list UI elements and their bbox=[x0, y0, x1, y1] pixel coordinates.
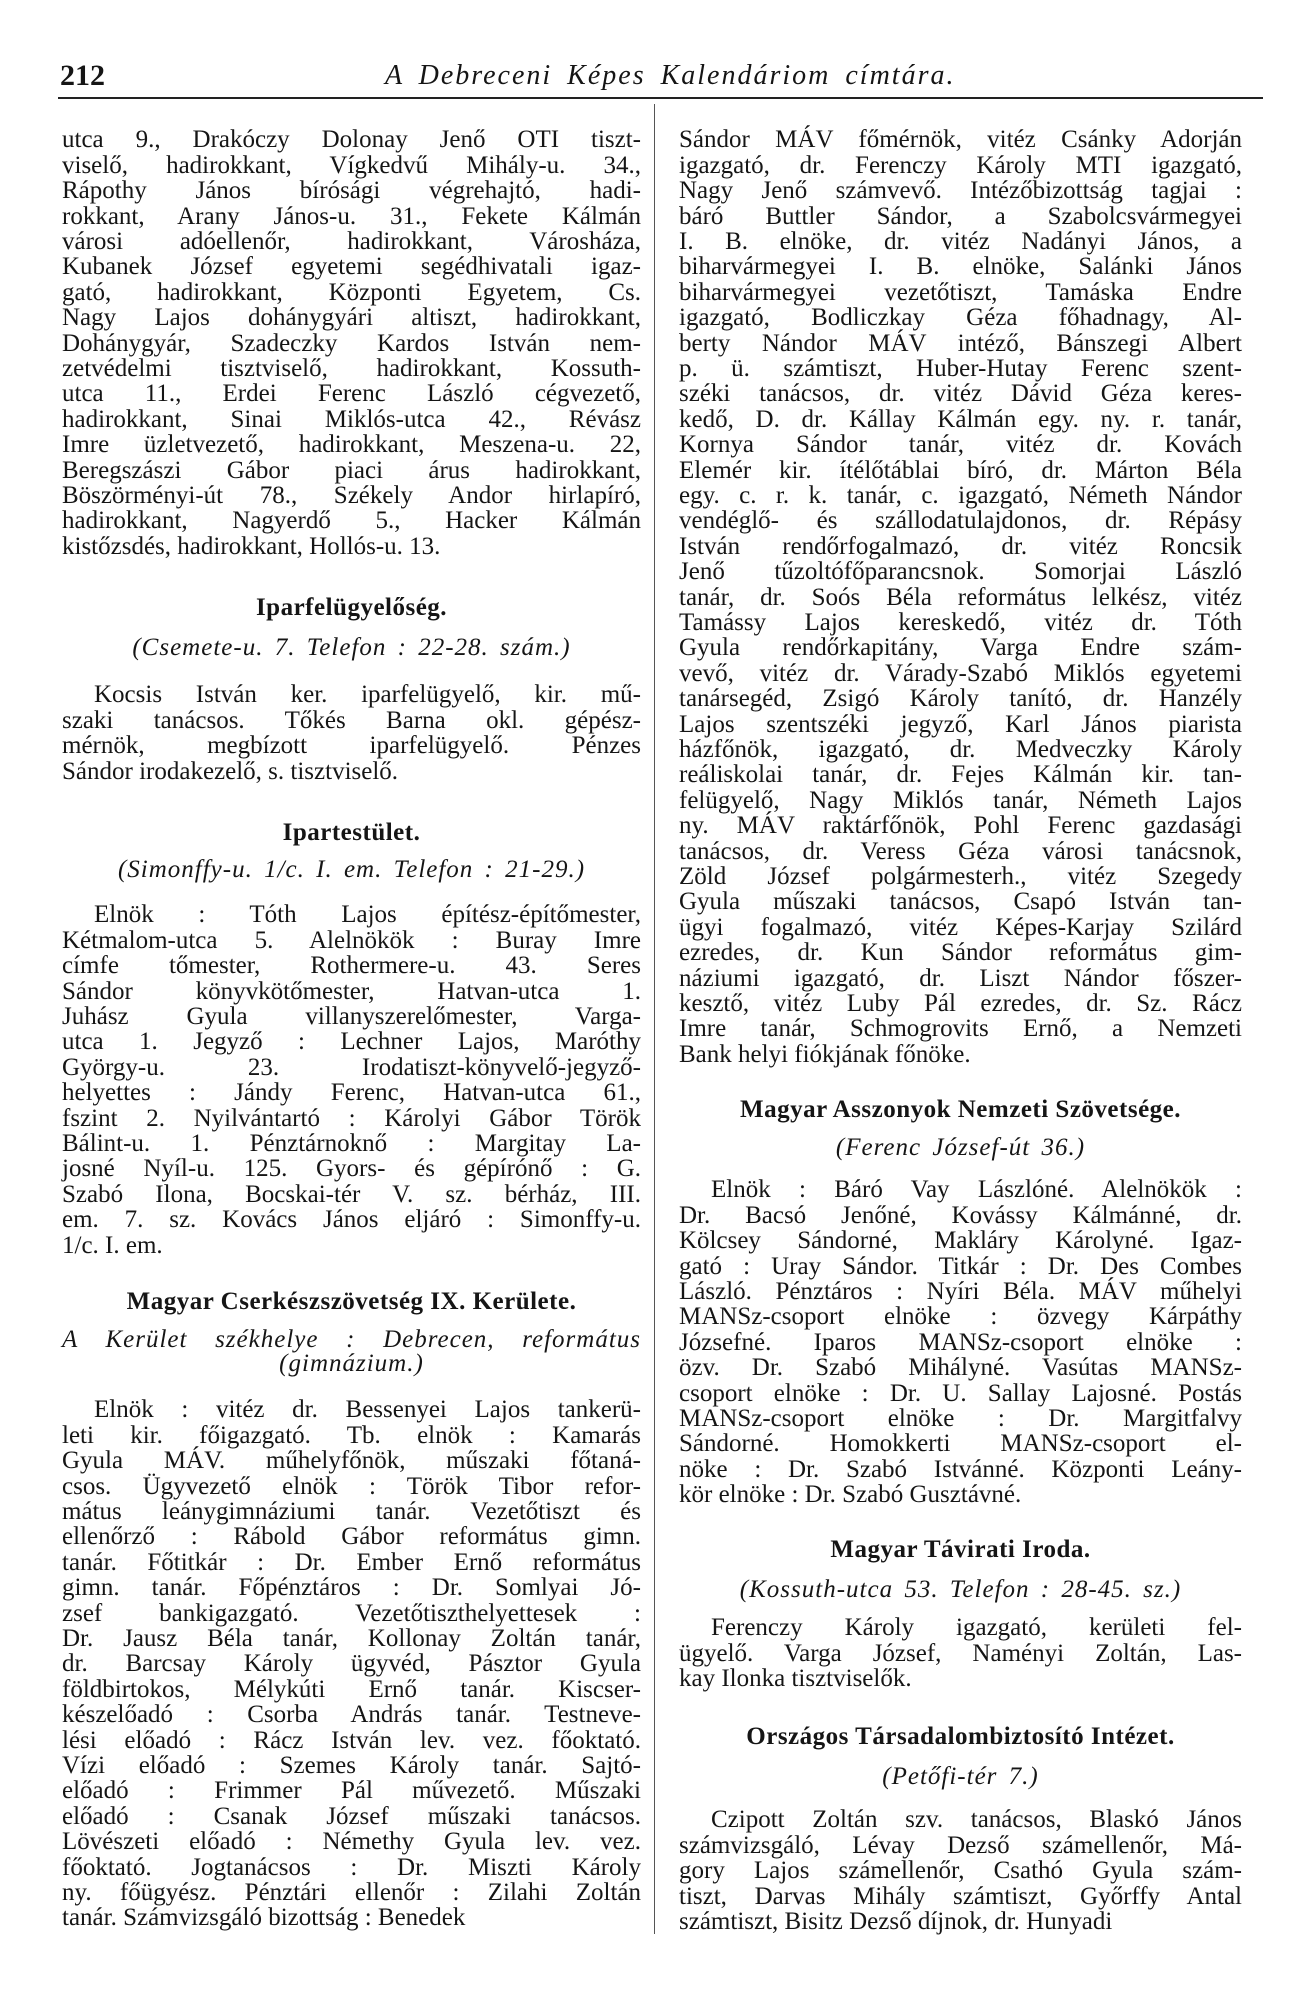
text-line: kistőzsdés, hadirokkant, Hollós-u. 13. bbox=[62, 532, 441, 560]
heading-text: Iparfelügyelőség. bbox=[255, 594, 448, 621]
text-line: Czipott Zoltán szv. tanácsos, Blaskó János bbox=[711, 1806, 1242, 1834]
text-line: Sándor MÁV főmérnök, vitéz Csánky Adorján bbox=[679, 126, 1242, 154]
text-line: főoktató. Jogtanácsos : Dr. Miszti Károly bbox=[62, 1853, 641, 1881]
text-line: Dr. Jausz Béla tanár, Kollonay Zoltán tanár, bbox=[62, 1624, 641, 1652]
text-line: számvizsgáló, Lévay Dezső számellenőr, Má- bbox=[679, 1831, 1242, 1859]
text-line: Rápothy János bírósági végrehajtó, hadi- bbox=[62, 177, 641, 205]
text-line: Nagy Lajos dohánygyári altiszt, hadirokkant, bbox=[62, 304, 641, 332]
text-line: berty Nándor MÁV intéző, Bánszegi Albert bbox=[679, 329, 1242, 357]
text-line: gimn. tanár. Főpénztáros : Dr. Somlyai Jó- bbox=[62, 1574, 641, 1602]
text-line: földbirtokos, Mélykúti Ernő tanár. Kiscser- bbox=[62, 1675, 641, 1703]
text-line: ellenőrző : Rábold Gábor református gimn. bbox=[62, 1523, 641, 1551]
text-line: Dohánygyár, Szadeczky Kardos István nem- bbox=[62, 329, 641, 357]
text-line: utca 1. Jegyző : Lechner Lajos, Maróthy bbox=[62, 1028, 641, 1056]
text-line: kay Ilonka tisztviselők. bbox=[679, 1665, 912, 1693]
text-line: biharvármegyei I. B. elnöke, Salánki János bbox=[679, 253, 1242, 281]
text-line: vevő, vitéz dr. Várady-Szabó Miklós egyetemi bbox=[679, 659, 1242, 687]
text-line: MANSz-csoport elnöke : özvegy Kárpáthy bbox=[679, 1303, 1242, 1331]
text-line: gory Lajos számellenőr, Csathó Gyula szám- bbox=[679, 1857, 1242, 1885]
text-line: gató : Uray Sándor. Titkár : Dr. Des Combes bbox=[679, 1252, 1242, 1280]
text-line: Kubanek József egyetemi segédhivatali igaz- bbox=[62, 253, 641, 281]
text-line: MANSz-csoport elnöke : Dr. Margitfalvy bbox=[679, 1404, 1242, 1432]
text-line: előadó : Frimmer Pál művezető. Műszaki bbox=[62, 1777, 641, 1805]
text-line: György-u. 23. Irodatiszt-könyvelő-jegyző- bbox=[62, 1053, 641, 1081]
text-line: István rendőrfogalmazó, dr. vitéz Roncsik bbox=[679, 532, 1242, 560]
text-line: Kétmalom-utca 5. Alelnökök : Buray Imre bbox=[62, 926, 641, 954]
heading-text: Magyar Asszonyok Nemzeti Szövetsége. bbox=[739, 1096, 1182, 1123]
text-line: utca 9., Drakóczy Dolonay Jenő OTI tiszt- bbox=[62, 126, 641, 154]
text-line: városi adóellenőr, hadirokkant, Városháza, bbox=[62, 227, 641, 255]
text-line: em. 7. sz. Kovács János eljáró : Simonffy-u. bbox=[62, 1206, 641, 1234]
text-line: Elnök : Tóth Lajos építész-építőmester, bbox=[94, 901, 641, 929]
text-line: mátus leánygimnáziumi tanár. Vezetőtiszt és bbox=[62, 1497, 641, 1525]
text-line: ny. MÁV raktárfőnök, Pohl Ferenc gazdasági bbox=[679, 812, 1242, 840]
right-column bbox=[679, 0, 1242, 2000]
text-line: Bank helyi fiókjának főnöke. bbox=[679, 1040, 971, 1068]
text-line: széki tanácsos, dr. vitéz Dávid Géza keres- bbox=[679, 380, 1242, 408]
text-line: felügyelő, Nagy Miklós tanár, Németh Lajos bbox=[679, 786, 1242, 814]
text-line: tiszt, Darvas Mihály számtiszt, Győrffy Antal bbox=[679, 1882, 1242, 1910]
text-line: gató, hadirokkant, Központi Egyetem, Cs. bbox=[62, 278, 641, 306]
page-number: 212 bbox=[60, 59, 105, 92]
text-line: tanár, dr. Soós Béla református lelkész, vitéz bbox=[679, 583, 1242, 611]
heading-text: Ipartestület. bbox=[282, 819, 421, 846]
running-title: A Debreceni Képes Kalendáriom címtára. bbox=[385, 60, 956, 91]
text-line: josné Nyíl-u. 125. Gyors- és gépírónő : G. bbox=[62, 1155, 641, 1183]
left-column bbox=[62, 0, 641, 2000]
text-line: Lövészeti előadó : Némethy Gyula lev. vez. bbox=[62, 1828, 641, 1856]
text-line: címfe tőmester, Rothermere-u. 43. Seres bbox=[62, 952, 641, 980]
text-line: Elnök : Báró Vay Lászlóné. Alelnökök : bbox=[711, 1176, 1242, 1204]
text-line: kör elnöke : Dr. Szabó Gusztávné. bbox=[679, 1481, 1022, 1509]
text-line: Kölcsey Sándorné, Makláry Károlyné. Igaz- bbox=[679, 1227, 1242, 1255]
text-line: igazgató, Bodliczkay Géza főhadnagy, Al- bbox=[679, 304, 1242, 332]
text-line: Imre üzletvezető, hadirokkant, Meszena-u. 22, bbox=[62, 431, 641, 459]
text-line: p. ü. számtiszt, Huber-Hutay Ferenc szent- bbox=[679, 354, 1242, 382]
heading-text: Magyar Cserkészszövetség IX. Kerülete. bbox=[126, 1288, 577, 1315]
text-line: hadirokkant, Sinai Miklós-utca 42., Révász bbox=[62, 405, 641, 433]
text-line: előadó : Csanak József műszaki tanácsos. bbox=[62, 1802, 641, 1830]
text-line: házfőnök, igazgató, dr. Medveczky Károly bbox=[679, 735, 1242, 763]
text-line: László. Pénztáros : Nyíri Béla. MÁV műhelyi bbox=[679, 1277, 1242, 1305]
text-line: igazgató, dr. Ferenczy Károly MTI igazgató, bbox=[679, 151, 1242, 179]
text-line: Tamássy Lajos kereskedő, vitéz dr. Tóth bbox=[679, 608, 1242, 636]
text-line: biharvármegyei vezetőtiszt, Tamáska Endre bbox=[679, 278, 1242, 306]
address-line: (Kossuth-utca 53. Telefon : 28-45. sz.) bbox=[739, 1576, 1182, 1604]
text-line: ny. főügyész. Pénztári ellenőr : Zilahi Zoltán bbox=[62, 1878, 641, 1906]
text-line: I. B. elnöke, dr. vitéz Nadányi János, a bbox=[679, 227, 1242, 255]
text-line: zsef bankigazgató. Vezetőtiszthelyettesek : bbox=[62, 1599, 641, 1627]
column-divider bbox=[654, 104, 655, 1934]
text-line: szaki tanácsos. Tőkés Barna okl. gépész- bbox=[62, 706, 641, 734]
text-line: ezredes, dr. Kun Sándor református gim- bbox=[679, 939, 1242, 967]
text-line: náziumi igazgató, dr. Liszt Nándor főszer- bbox=[679, 964, 1242, 992]
text-line: Elemér kir. ítélőtáblai bíró, dr. Márton Béla bbox=[679, 456, 1242, 484]
text-line: özv. Dr. Szabó Mihályné. Vasútas MANSz- bbox=[679, 1354, 1242, 1382]
heading-text: Magyar Távirati Iroda. bbox=[830, 1536, 1091, 1563]
text-line: Sándor irodakezelő, s. tisztviselő. bbox=[62, 757, 399, 785]
text-line: Lajos szentszéki jegyző, Karl János piarista bbox=[679, 710, 1242, 738]
text-line: utca 11., Erdei Ferenc László cégvezető, bbox=[62, 380, 641, 408]
text-line: Kornya Sándor tanár, vitéz dr. Kovách bbox=[679, 431, 1242, 459]
text-line: Bálint-u. 1. Pénztárnoknő : Margitay La- bbox=[62, 1129, 641, 1157]
text-line: fszint 2. Nyilvántartó : Károlyi Gábor Török bbox=[62, 1104, 641, 1132]
text-line: csos. Ügyvezető elnök : Török Tibor refor- bbox=[62, 1472, 641, 1500]
text-line: lési előadó : Rácz István lev. vez. főoktató. bbox=[62, 1726, 641, 1754]
address-line: (Petőfi-tér 7.) bbox=[882, 1763, 1039, 1791]
text-line: egy. c. r. k. tanár, c. igazgató, Németh Nándor bbox=[679, 481, 1242, 509]
text-line: tanár. Számvizsgáló bizottság : Benedek bbox=[62, 1904, 466, 1932]
text-line: Sándor könyvkötőmester, Hatvan-utca 1. bbox=[62, 977, 641, 1005]
text-line: Elnök : vitéz dr. Bessenyei Lajos tankerü- bbox=[94, 1396, 641, 1424]
text-line: reáliskolai tanár, dr. Fejes Kálmán kir. tan- bbox=[679, 761, 1242, 789]
text-line: csoport elnöke : Dr. U. Sallay Lajosné. Postás bbox=[679, 1379, 1242, 1407]
address-line: (Csemete-u. 7. Telefon : 22-28. szám.) bbox=[132, 634, 571, 662]
text-line: ügyelő. Varga József, Naményi Zoltán, Las- bbox=[679, 1639, 1242, 1667]
text-line: Zöld József polgármesterh., vitéz Szegedy bbox=[679, 862, 1242, 890]
text-line: hadirokkant, Nagyerdő 5., Hacker Kálmán bbox=[62, 507, 641, 535]
text-line: ügyi fogalmazó, vitéz Képes-Karjay Szilárd bbox=[679, 913, 1242, 941]
text-line: kesztő, vitéz Luby Pál ezredes, dr. Sz. Rácz bbox=[679, 989, 1242, 1017]
text-line: helyettes : Jándy Ferenc, Hatvan-utca 61., bbox=[62, 1079, 641, 1107]
text-line: Sándorné. Homokkerti MANSz-csoport el- bbox=[679, 1430, 1242, 1458]
text-line: Józsefné. Iparos MANSz-csoport elnöke : bbox=[679, 1328, 1242, 1356]
text-line: Böszörményi-út 78., Székely Andor hirlapíró, bbox=[62, 481, 641, 509]
text-line: Kocsis István ker. iparfelügyelő, kir. mű- bbox=[94, 681, 641, 709]
text-line: tanácsos, dr. Veress Géza városi tanácsnok, bbox=[679, 837, 1242, 865]
text-line: tanársegéd, Zsigó Károly tanító, dr. Hanzély bbox=[679, 685, 1242, 713]
heading-text: Országos Társadalombiztosító Intézet. bbox=[746, 1723, 1175, 1750]
text-line: 1/c. I. em. bbox=[62, 1231, 163, 1259]
text-line: Vízi előadó : Szemes Károly tanár. Sajtó- bbox=[62, 1751, 641, 1779]
text-line: Ferenczy Károly igazgató, kerületi fel- bbox=[711, 1614, 1242, 1642]
text-line: leti kir. főigazgató. Tb. elnök : Kamarás bbox=[62, 1421, 641, 1449]
text-line: tanár. Főtitkár : Dr. Ember Ernő református bbox=[62, 1548, 641, 1576]
text-line: készelőadó : Csorba András tanár. Testneve- bbox=[62, 1701, 641, 1729]
address-line: A Kerület székhelye : Debrecen, református bbox=[62, 1326, 641, 1354]
text-line: zetvédelmi tisztviselő, hadirokkant, Kossuth- bbox=[62, 354, 641, 382]
text-line: dr. Barcsay Károly ügyvéd, Pásztor Gyula bbox=[62, 1650, 641, 1678]
text-line: Jenő tűzoltófőparancsnok. Somorjai László bbox=[679, 558, 1242, 586]
text-line: Dr. Bacsó Jenőné, Kovássy Kálmánné, dr. bbox=[679, 1201, 1242, 1229]
text-line: kedő, D. dr. Kállay Kálmán egy. ny. r. tanár, bbox=[679, 405, 1242, 433]
text-line: Gyula műszaki tanácsos, Csapó István tan- bbox=[679, 888, 1242, 916]
address-line: (Simonffy-u. 1/c. I. em. Telefon : 21-29.) bbox=[117, 856, 586, 884]
text-line: Gyula MÁV. műhelyfőnök, műszaki főtaná- bbox=[62, 1447, 641, 1475]
text-line: Juhász Gyula villanyszerelőmester, Varga- bbox=[62, 1002, 641, 1030]
text-line: nöke : Dr. Szabó Istvánné. Központi Leány- bbox=[679, 1455, 1242, 1483]
text-line: Beregszászi Gábor piaci árus hadirokkant, bbox=[62, 456, 641, 484]
address-line: (Ferenc József-út 36.) bbox=[835, 1134, 1086, 1162]
address-line: (gimnázium.) bbox=[279, 1350, 424, 1378]
text-line: vendéglő- és szállodatulajdonos, dr. Répásy bbox=[679, 507, 1242, 535]
text-line: Imre tanár, Schmogrovits Ernő, a Nemzeti bbox=[679, 1015, 1242, 1043]
text-line: Szabó Ilona, Bocskai-tér V. sz. bérház, III. bbox=[62, 1180, 641, 1208]
text-line: viselő, hadirokkant, Vígkedvű Mihály-u. 34., bbox=[62, 151, 641, 179]
text-line: mérnök, megbízott iparfelügyelő. Pénzes bbox=[62, 732, 641, 760]
text-line: báró Buttler Sándor, a Szabolcsvármegyei bbox=[679, 202, 1242, 230]
text-line: számtiszt, Bisitz Dezső díjnok, dr. Hunyadi bbox=[679, 1907, 1113, 1935]
text-line: Nagy Jenő számvevő. Intézőbizottság tagjai : bbox=[679, 177, 1242, 205]
text-line: rokkant, Arany János-u. 31., Fekete Kálmán bbox=[62, 202, 641, 230]
text-line: Gyula rendőrkapitány, Varga Endre szám- bbox=[679, 634, 1242, 662]
